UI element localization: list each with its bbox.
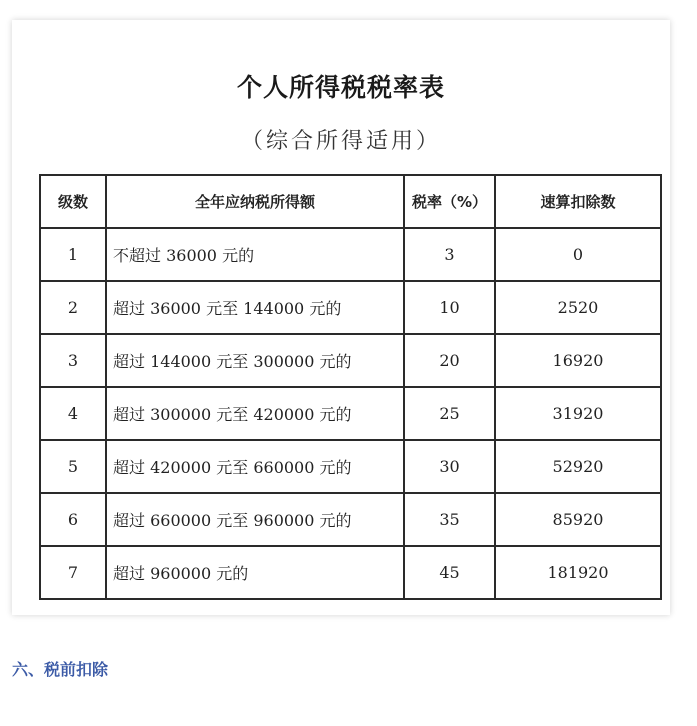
table-row (40, 281, 661, 334)
table-row (40, 334, 661, 387)
header-income: 全年应纳税所得额 (106, 175, 404, 228)
cell-rate: 35 (404, 493, 495, 546)
cell-deduction: 16920 (495, 334, 661, 387)
cell-deduction: 52920 (495, 440, 661, 493)
tax-table-image (12, 20, 670, 615)
cell-rate: 25 (404, 387, 495, 440)
cell-deduction: 181920 (495, 546, 661, 599)
page-title: 个人所得税税率表 (236, 73, 445, 102)
cell-level: 6 (40, 493, 106, 546)
cell-income: 超过 144000 元至 300000 元的 (106, 334, 404, 387)
tax-rate-table (39, 174, 662, 600)
cell-income: 超过 960000 元的 (106, 546, 404, 599)
cell-income: 超过 300000 元至 420000 元的 (106, 387, 404, 440)
table-row (40, 387, 661, 440)
page-subtitle: （综合所得适用） (240, 129, 441, 154)
cell-rate: 10 (404, 281, 495, 334)
table-header-row (40, 175, 661, 228)
cell-deduction: 85920 (495, 493, 661, 546)
cell-income: 不超过 36000 元的 (106, 228, 404, 281)
header-level: 级数 (40, 175, 106, 228)
cell-deduction: 0 (495, 228, 661, 281)
cell-level: 4 (40, 387, 106, 440)
table-row (40, 440, 661, 493)
cell-rate: 20 (404, 334, 495, 387)
cell-deduction: 31920 (495, 387, 661, 440)
cell-income: 超过 660000 元至 960000 元的 (106, 493, 404, 546)
table-row (40, 493, 661, 546)
cell-rate: 30 (404, 440, 495, 493)
cell-rate: 45 (404, 546, 495, 599)
header-rate: 税率（%） (404, 175, 495, 228)
header-deduction: 速算扣除数 (495, 175, 661, 228)
cell-level: 1 (40, 228, 106, 281)
table-row (40, 228, 661, 281)
table-row (40, 546, 661, 599)
cell-level: 7 (40, 546, 106, 599)
cell-rate: 3 (404, 228, 495, 281)
cell-income: 超过 420000 元至 660000 元的 (106, 440, 404, 493)
cell-level: 3 (40, 334, 106, 387)
cell-level: 5 (40, 440, 106, 493)
section-heading[interactable]: 六、税前扣除 (12, 660, 109, 679)
cell-deduction: 2520 (495, 281, 661, 334)
cell-income: 超过 36000 元至 144000 元的 (106, 281, 404, 334)
cell-level: 2 (40, 281, 106, 334)
